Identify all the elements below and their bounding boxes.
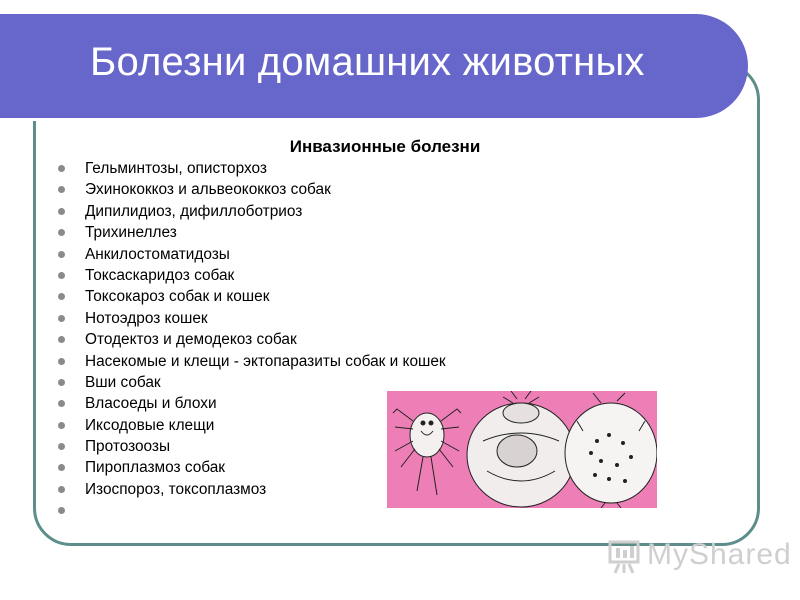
- list-item-text: Дипилидиоз, дифиллоботриоз: [85, 202, 303, 220]
- parasite-illustration: [387, 391, 657, 508]
- list-item: [58, 158, 446, 179]
- bullet-icon: [58, 486, 65, 493]
- watermark: [607, 536, 792, 576]
- list-item-text: Трихинеллез: [85, 224, 177, 242]
- list-item-text: Гельминтозы, описторхоз: [85, 160, 267, 177]
- list-item-text: Токсокароз собак и кошек: [85, 288, 270, 306]
- list-item-text: Иксодовые клещи: [85, 416, 215, 434]
- bullet-icon: [58, 422, 65, 429]
- list-item-text: Пироплазмоз собак: [85, 459, 226, 477]
- bullet-icon: [58, 443, 65, 450]
- list-item: [58, 286, 446, 307]
- list-item-text: Власоеды и блохи: [85, 395, 217, 413]
- mite-icon: [467, 391, 575, 507]
- list-item-text: Анкилостоматидозы: [85, 245, 230, 263]
- list-item: [58, 351, 446, 372]
- bullet-icon: [58, 208, 65, 215]
- bullet-icon: [58, 186, 65, 193]
- bullet-icon: [58, 507, 65, 514]
- bullet-icon: [58, 165, 65, 172]
- title-underline: [0, 118, 707, 121]
- slide-title: Болезни домашних животных: [90, 40, 645, 84]
- list-item: [58, 222, 446, 243]
- bullet-icon: [58, 336, 65, 343]
- bullet-icon: [58, 293, 65, 300]
- list-item: [58, 308, 446, 329]
- list-item: [58, 179, 446, 200]
- bullet-icon: [58, 315, 65, 322]
- bullet-icon: [58, 251, 65, 258]
- list-item-text: Отодектоз и демодекоз собак: [85, 331, 297, 349]
- list-item: [58, 201, 446, 222]
- mite-icon: [565, 393, 657, 508]
- bullet-icon: [58, 464, 65, 471]
- list-item-text: Эхинококкоз и альвеококкоз собак: [85, 181, 331, 199]
- list-item-text: Токсаскаридоз собак: [85, 266, 235, 284]
- bullet-icon: [58, 379, 65, 386]
- list-item-text: Насекомые и клещи - эктопаразиты собак и кошек: [85, 352, 446, 370]
- bullet-icon: [58, 400, 65, 407]
- bullet-icon: [58, 229, 65, 236]
- list-item: [58, 329, 446, 350]
- bullet-icon: [58, 358, 65, 365]
- watermark-text: MyShared: [647, 538, 792, 571]
- list-item-text: Протозоозы: [85, 438, 171, 456]
- mite-icon: [393, 409, 461, 495]
- list-item: [58, 244, 446, 265]
- presentation-board-icon: [607, 536, 641, 574]
- list-item-text: Изоспороз, токсоплазмоз: [85, 480, 267, 498]
- mites-drawing: [387, 391, 657, 508]
- list-item-text: Нотоэдроз кошек: [85, 309, 208, 327]
- list-item-text: Вши собак: [85, 373, 161, 391]
- list-item: [58, 265, 446, 286]
- section-heading: Инвазионные болезни: [289, 137, 481, 156]
- bullet-icon: [58, 272, 65, 279]
